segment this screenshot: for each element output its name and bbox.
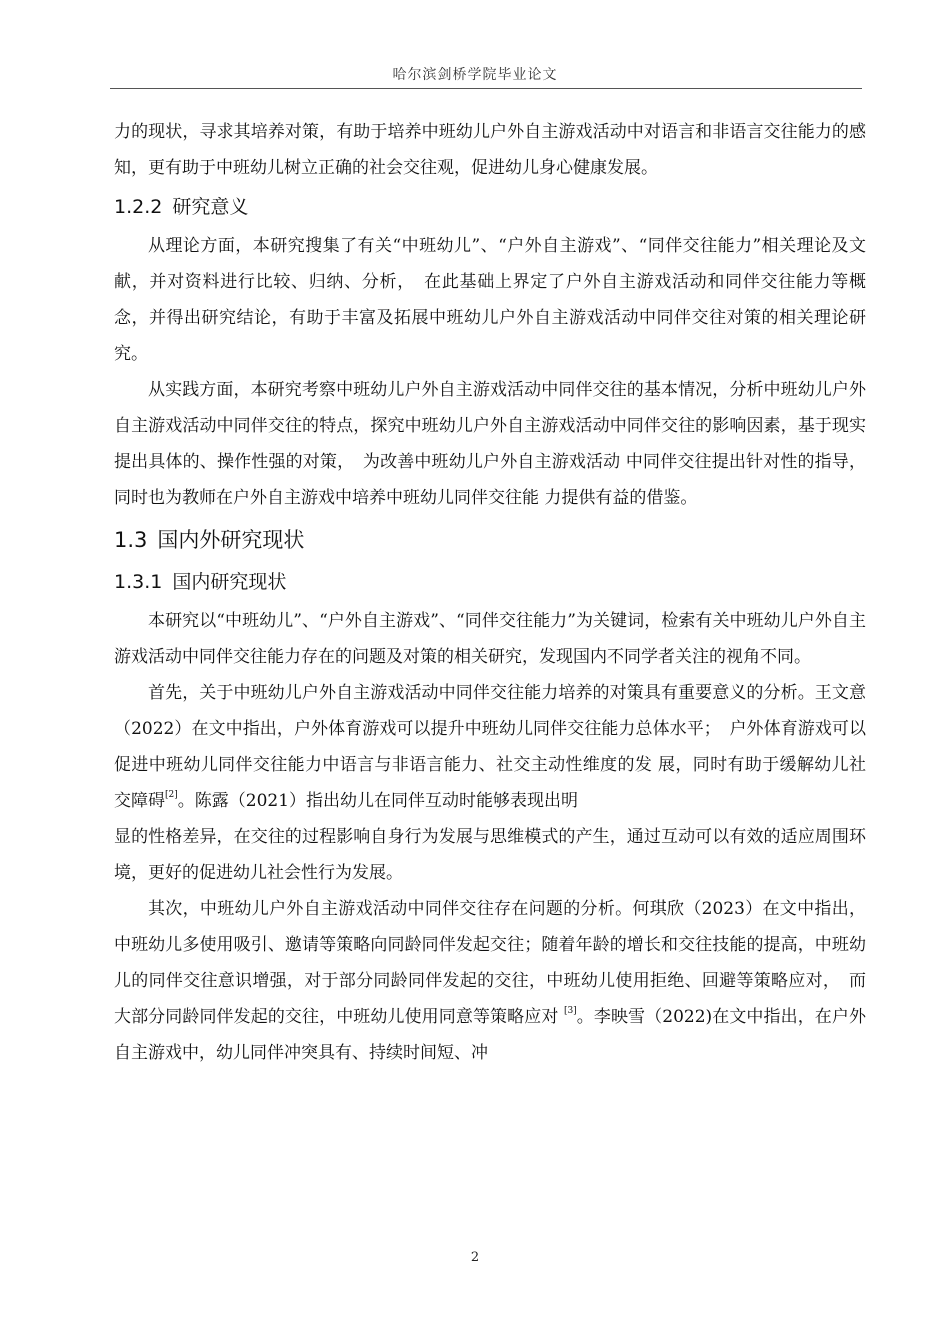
paragraph-first-continued: 显的性格差异，在交往的过程影响自身行为发展与思维模式的产生，通过互动可以有效的适应周围环境，更好的促进幼儿社会性行为发展。 (114, 827, 866, 883)
paragraph-theory: 从理论方面，本研究搜集了有关“中班幼儿”、“户外自主游戏”、“同伴交往能力”相关理论及文献，并对资料进行比较、归纳、分析， 在此基础上界定了户外自主游戏活动和同伴交往能力等概念，并得出研究结论，有助于丰富及拓展中班幼儿户外自主游戏活动中同伴交往对策的相关理论研究。 (114, 236, 866, 364)
heading-text: 国内研究现状 (172, 571, 287, 593)
heading-text: 研究意义 (172, 196, 249, 218)
paragraph-second-text-cont: 。李映雪（2022)在文中指出，在户外自主游戏中，幼儿同伴冲突具有、持续时间短、冲 (114, 1007, 866, 1063)
heading-1-3-1 (114, 563, 866, 601)
running-header-title: 哈尔滨剑桥学院毕业论文 (392, 67, 558, 83)
paragraph-first-text: 首先，关于中班幼儿户外自主游戏活动中同伴交往能力培养的对策具有重要意义的分析。王文意（2022）在文中指出，户外体育游戏可以提升中班幼儿同伴交往能力总体水平； 户外体育游戏可以促进中班幼儿同伴交往能力中语言与非语言能力、社交主动性维度的发 展，同时有助于缓解幼儿社交障碍 (114, 683, 866, 811)
heading-number: 1.2.2 (114, 196, 163, 218)
paragraph-second-text: 其次，中班幼儿户外自主游戏活动中同伴交往存在问题的分析。何琪欣（2023）在文中指出，中班幼儿多使用吸引、邀请等策略向同龄同伴发起交往；随着年龄的增长和交往技能的提高，中班幼儿的同伴交往意识增强，对于部分同龄同伴发起的交往，中班幼儿使用拒绝、回避等策略应对， 而大部分同龄同伴发起的交往，中班幼儿使用同意等策略应对 (114, 899, 866, 1027)
heading-1-3 (114, 519, 866, 561)
paragraph-first (114, 675, 866, 819)
paragraph-second (114, 891, 866, 1071)
page-body (114, 114, 866, 1071)
citation-2: [2] (165, 790, 178, 801)
paragraph-continued: 力的现状，寻求其培养对策，有助于培养中班幼儿户外自主游戏活动中对语言和非语言交往能力的感知，更有助于中班幼儿树立正确的社会交往观，促进幼儿身心健康发展。 (114, 122, 866, 178)
paragraph-first-text-cont: 。陈露（2021）指出幼儿在同伴互动时能够表现出明 (177, 791, 579, 811)
header-rule (110, 88, 862, 89)
heading-number: 1.3.1 (114, 571, 163, 593)
heading-1-2-2 (114, 188, 866, 226)
heading-number: 1.3 (114, 528, 148, 552)
paragraph-keywords: 本研究以“中班幼儿”、“户外自主游戏”、“同伴交往能力”为关键词，检索有关中班幼儿户外自主游戏活动中同伴交往能力存在的问题及对策的相关研究，发现国内不同学者关注的视角不同。 (114, 611, 866, 667)
page-number: 2 (470, 1250, 480, 1265)
heading-text: 国内外研究现状 (157, 528, 305, 552)
citation-3: [3] (563, 1006, 577, 1017)
paragraph-practice: 从实践方面，本研究考察中班幼儿户外自主游戏活动中同伴交往的基本情况，分析中班幼儿户外自主游戏活动中同伴交往的特点，探究中班幼儿户外自主游戏活动中同伴交往的影响因素，基于现实提出具体的、操作性强的对策， 为改善中班幼儿户外自主游戏活动 中同伴交往提出针对性的指导，同时也为教师在户外自主游戏中培养中班幼儿同伴交往能 力提供有益的借鉴。 (114, 380, 866, 508)
